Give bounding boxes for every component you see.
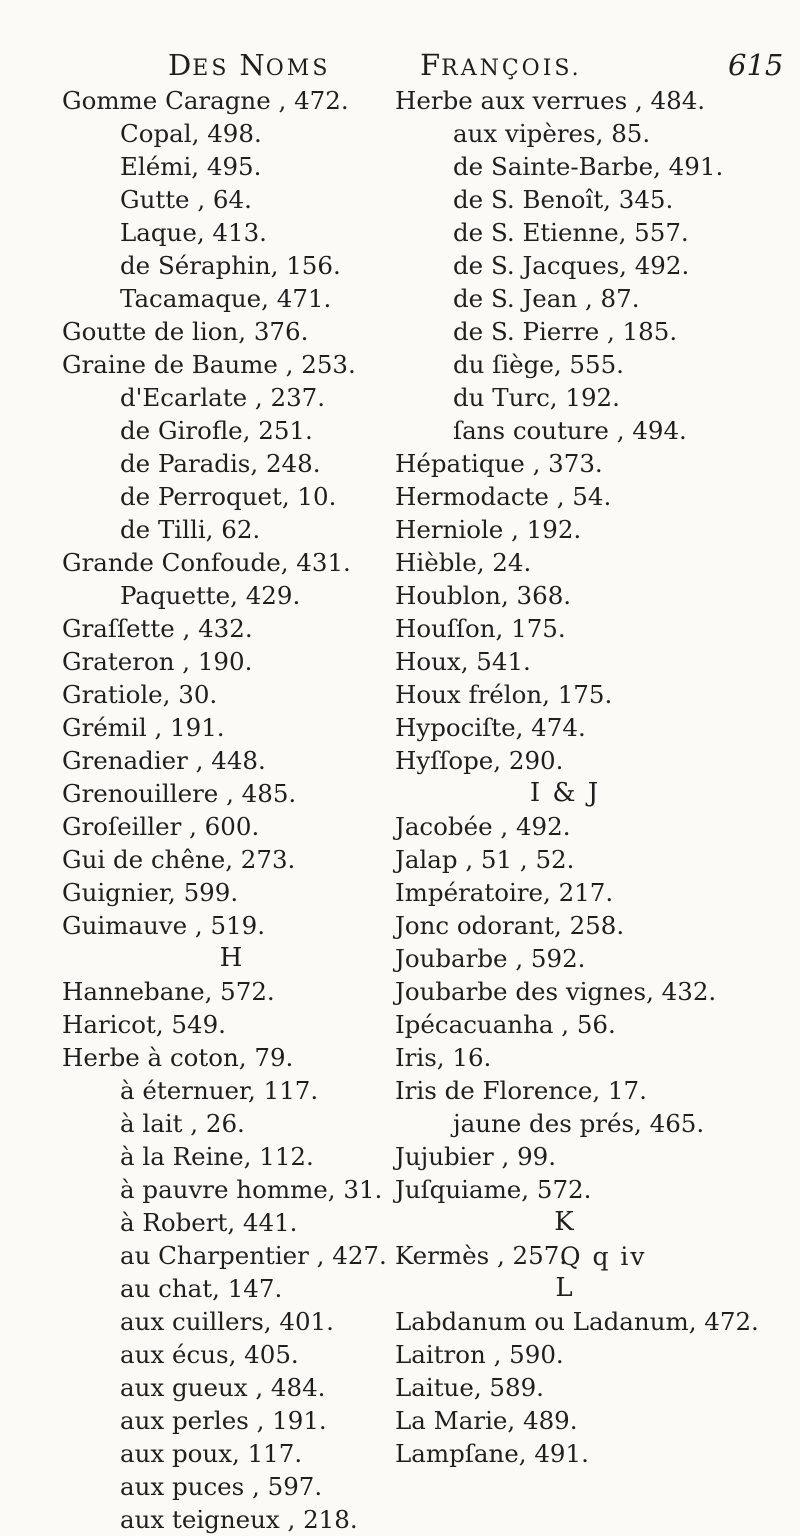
- index-entry: de Tilli, 62.: [120, 515, 261, 544]
- section-letter: I & J: [529, 778, 601, 808]
- index-entry: aux gueux , 484.: [120, 1373, 326, 1402]
- section-letter: K: [554, 1207, 576, 1237]
- index-entry: aux puces , 597.: [120, 1472, 323, 1501]
- index-entry: aux cuillers, 401.: [120, 1307, 334, 1336]
- index-entry: de S. Benoît, 345.: [453, 185, 674, 214]
- index-entry: Groſeiller , 600.: [62, 812, 260, 841]
- index-entry: de Perroquet, 10.: [120, 482, 337, 511]
- index-entry: de S. Jean , 87.: [453, 284, 640, 313]
- index-entry: jaune des prés, 465.: [453, 1109, 705, 1138]
- index-entry: Iris de Florence, 17.: [395, 1076, 647, 1105]
- section-letter: L: [555, 1273, 575, 1303]
- header-right-initial: F: [420, 48, 442, 82]
- index-entry: Hyſſope, 290.: [395, 746, 564, 775]
- index-entry: Goutte de lion, 376.: [62, 317, 309, 346]
- index-entry: du Turc, 192.: [453, 383, 620, 412]
- index-entry: Graine de Baume , 253.: [62, 350, 356, 379]
- index-entry: aux perles , 191.: [120, 1406, 327, 1435]
- index-entry: Grenouillere , 485.: [62, 779, 297, 808]
- index-entry: Gratiole, 30.: [62, 680, 218, 709]
- index-entry: à la Reine, 112.: [120, 1142, 314, 1171]
- index-entry: Houſſon, 175.: [395, 614, 566, 643]
- index-entry: à éternuer, 117.: [120, 1076, 319, 1105]
- index-entry: Graſſette , 432.: [62, 614, 253, 643]
- index-entry: à pauvre homme, 31.: [120, 1175, 383, 1204]
- header-left-word-initial: N: [239, 48, 266, 82]
- index-entry: Hépatique , 373.: [395, 449, 603, 478]
- index-entry: d'Ecarlate , 237.: [120, 383, 326, 412]
- index-entry: Tacamaque, 471.: [120, 284, 332, 313]
- index-entry: Houx frélon, 175.: [395, 680, 613, 709]
- index-entry: Houblon, 368.: [395, 581, 572, 610]
- index-entry: Jujubier , 99.: [395, 1142, 557, 1171]
- index-entry: au Charpentier , 427.: [120, 1241, 387, 1270]
- index-entry: du ſiège, 555.: [453, 350, 624, 379]
- index-entry: Copal, 498.: [120, 119, 262, 148]
- index-entry: Guimauve , 519.: [62, 911, 266, 940]
- page-number: 615: [728, 48, 784, 82]
- index-entry: Elémi, 495.: [120, 152, 262, 181]
- header-left-rest: ES: [192, 56, 240, 81]
- index-entry: La Marie, 489.: [395, 1406, 578, 1435]
- index-entry: Lampſane, 491.: [395, 1439, 589, 1468]
- header-left-initial: D: [168, 48, 193, 82]
- index-entry: Labdanum ou Ladanum, 472.: [395, 1307, 759, 1336]
- header-left: [168, 48, 330, 82]
- index-entry: Hypociſte, 474.: [395, 713, 586, 742]
- index-entry: Hièble, 24.: [395, 548, 532, 577]
- index-entry: Gomme Caragne , 472.: [62, 86, 349, 115]
- index-entry: de Girofle, 251.: [120, 416, 313, 445]
- index-entry: Guignier, 599.: [62, 878, 239, 907]
- index-entry: Herbe à coton, 79.: [62, 1043, 294, 1072]
- index-entry: Herniole , 192.: [395, 515, 582, 544]
- index-entry: à Robert, 441.: [120, 1208, 298, 1237]
- running-header: [0, 48, 800, 88]
- index-entry: Ipécacuanha , 56.: [395, 1010, 616, 1039]
- index-entry: de Paradis, 248.: [120, 449, 321, 478]
- index-entry: de S. Etienne, 557.: [453, 218, 689, 247]
- index-entry: de Séraphin, 156.: [120, 251, 341, 280]
- index-entry: de S. Jacques, 492.: [453, 251, 690, 280]
- index-entry: Laitron , 590.: [395, 1340, 564, 1369]
- index-entry: Herbe aux verrues , 484.: [395, 86, 706, 115]
- index-entry: Laitue, 589.: [395, 1373, 544, 1402]
- header-right: [420, 48, 582, 82]
- index-entry: Jalap , 51 , 52.: [395, 845, 575, 874]
- header-left-word-rest: OMS: [265, 56, 331, 81]
- index-entry: Impératoire, 217.: [395, 878, 614, 907]
- index-entry: Hermodacte , 54.: [395, 482, 612, 511]
- index-entry: Joubarbe , 592.: [395, 944, 586, 973]
- index-entry: Juſquiame, 572.: [395, 1175, 592, 1204]
- index-entry: de Sainte-Barbe, 491.: [453, 152, 724, 181]
- index-entry: Grémil , 191.: [62, 713, 225, 742]
- signature-mark: Q q iv: [560, 1242, 647, 1271]
- index-entry: de S. Pierre , 185.: [453, 317, 678, 346]
- index-entry: aux poux, 117.: [120, 1439, 303, 1468]
- index-entry: aux teigneux , 218.: [120, 1505, 358, 1534]
- index-entry: Laque, 413.: [120, 218, 267, 247]
- index-entry: Gui de chêne, 273.: [62, 845, 296, 874]
- index-entry: Houx, 541.: [395, 647, 531, 676]
- index-entry: Gutte , 64.: [120, 185, 252, 214]
- index-entry: Jonc odorant, 258.: [395, 911, 625, 940]
- index-entry: Jacobée , 492.: [395, 812, 571, 841]
- index-entry: Iris, 16.: [395, 1043, 492, 1072]
- index-entry: Joubarbe des vignes, 432.: [395, 977, 717, 1006]
- index-entry: aux vipères, 85.: [453, 119, 651, 148]
- index-column-left: [62, 84, 402, 1536]
- index-entry: Paquette, 429.: [120, 581, 301, 610]
- index-entry: Hannebane, 572.: [62, 977, 275, 1006]
- index-entry: Haricot, 549.: [62, 1010, 226, 1039]
- index-entry: au chat, 147.: [120, 1274, 283, 1303]
- header-right-rest: RANÇOIS.: [441, 56, 582, 81]
- index-entry: Grenadier , 448.: [62, 746, 266, 775]
- index-entry: à lait , 26.: [120, 1109, 245, 1138]
- index-entry: Grande Confoude, 431.: [62, 548, 351, 577]
- index-entry: Kermès , 257.: [395, 1241, 568, 1270]
- index-entry: Grateron , 190.: [62, 647, 253, 676]
- index-entry: ſans couture , 494.: [453, 416, 687, 445]
- section-letter: H: [219, 943, 245, 973]
- index-entry: aux écus, 405.: [120, 1340, 299, 1369]
